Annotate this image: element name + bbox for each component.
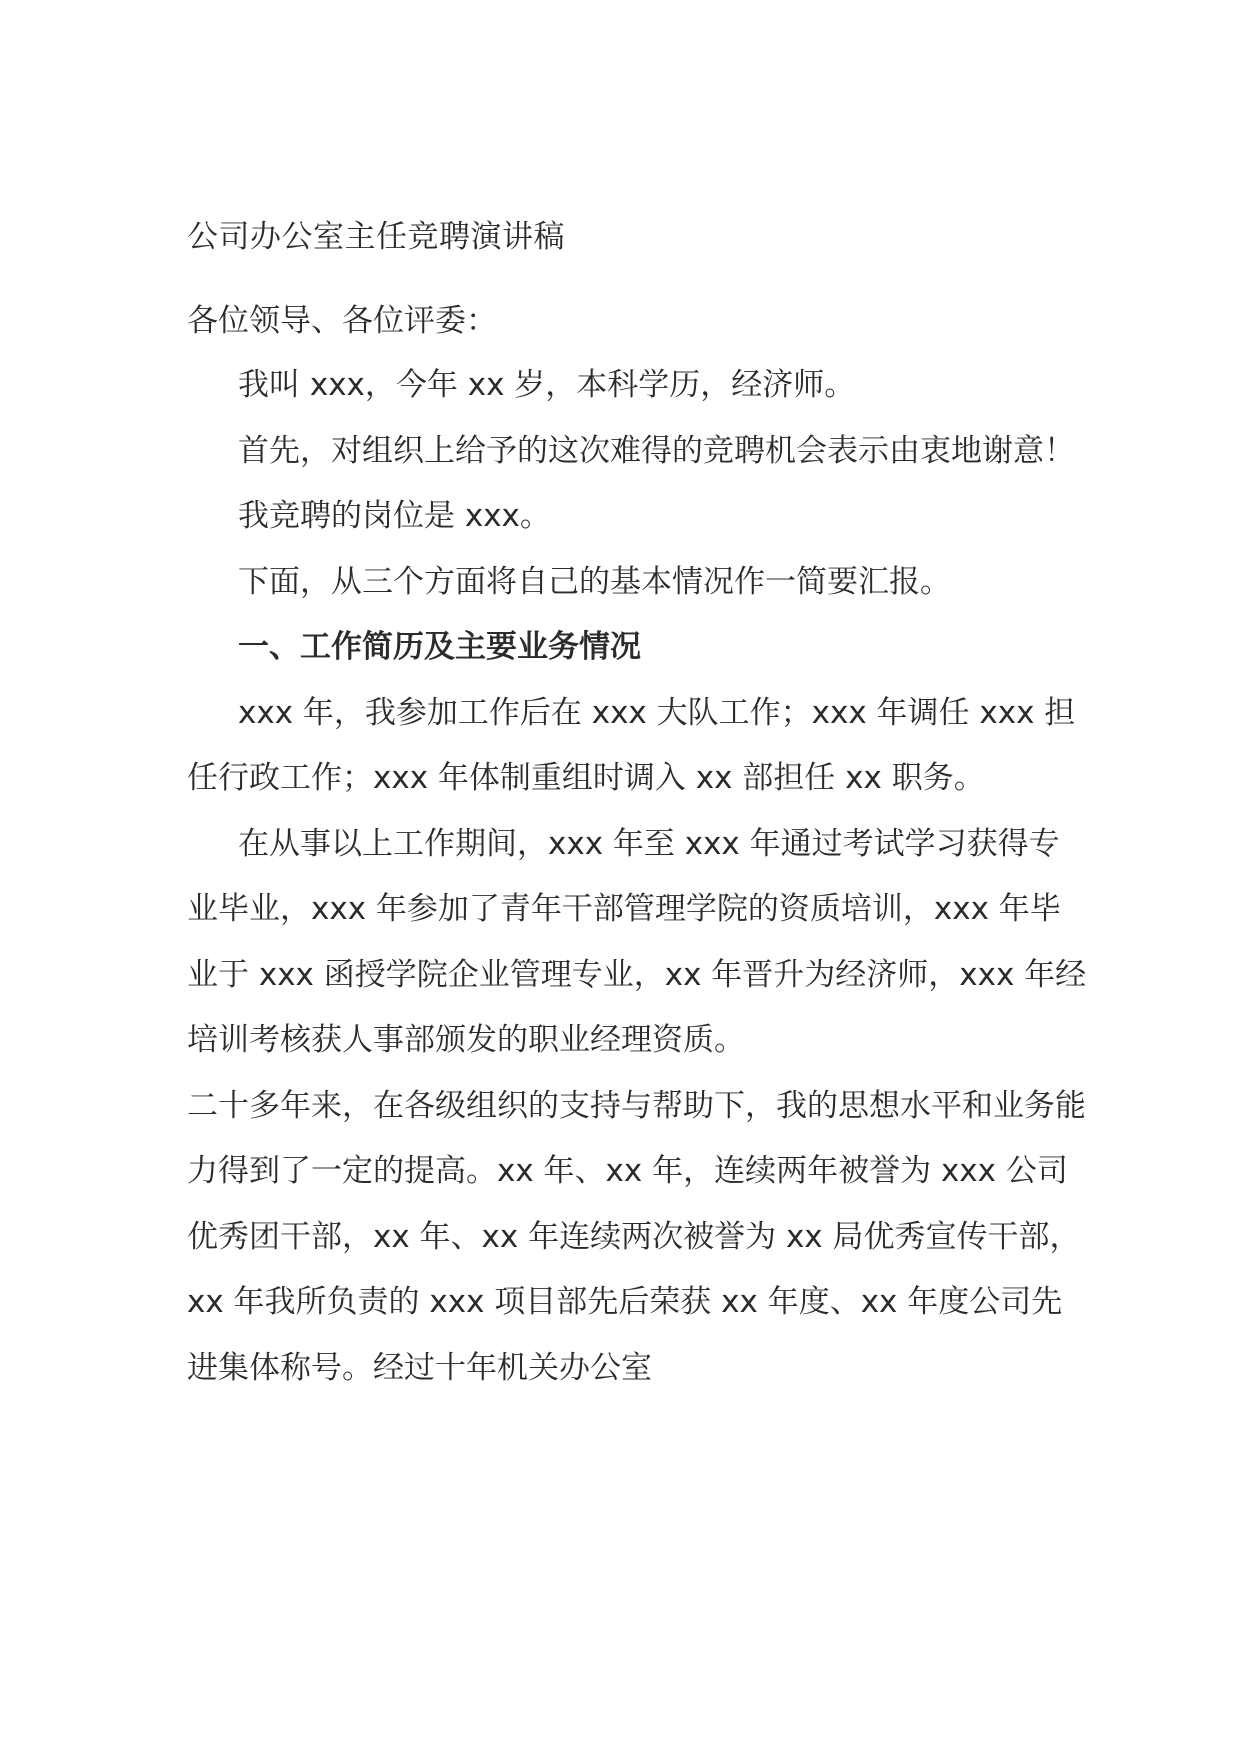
paragraph-outline: 下面，从三个方面将自己的基本情况作一简要汇报。 — [238, 563, 951, 600]
paragraph-work-history: xxx 年，我参加工作后在 xxx 大队工作；xxx 年调任 xxx 担任行政工作；xxx 年体制重组时调入 xx 部担任 xx 职务。 — [187, 694, 1076, 796]
paragraph-position: 我竞聘的岗位是 xxx。 — [238, 498, 551, 534]
document-body — [187, 205, 1087, 1401]
section-heading-1: 一、工作简历及主要业务情况 — [238, 629, 641, 665]
salutation: 各位领导、各位评委： — [187, 303, 497, 339]
paragraph-introduction: 我叫 xxx，今年 xx 岁，本科学历，经济师。 — [238, 367, 856, 403]
paragraph-education: 在从事以上工作期间，xxx 年至 xxx 年通过考试学习获得专业毕业，xxx 年参加了青年干部管理学院的资质培训，xxx 年毕业于 xxx 函授学院企业管理专业，xx 年晋升为经济师，xxx 年经培训考核获人事部颁发的职业经理资质。 — [187, 825, 1087, 1058]
paragraph-achievements: 二十多年来，在各级组织的支持与帮助下，我的思想水平和业务能力得到了一定的提高。xx 年、xx 年，连续两年被誉为 xxx 公司优秀团干部，xx 年、xx 年连续两次被誉为 xx 局优秀宣传干部，xx 年我所负责的 xxx 项目部先后荣获 xx 年度、xx 年度公司先进集体称号。经过十年机关办公室 — [187, 1087, 1086, 1386]
paragraph-thanks: 首先，对组织上给予的这次难得的竞聘机会表示由衷地谢意！ — [238, 432, 1075, 469]
document-title: 公司办公室主任竞聘演讲稿 — [187, 219, 565, 255]
